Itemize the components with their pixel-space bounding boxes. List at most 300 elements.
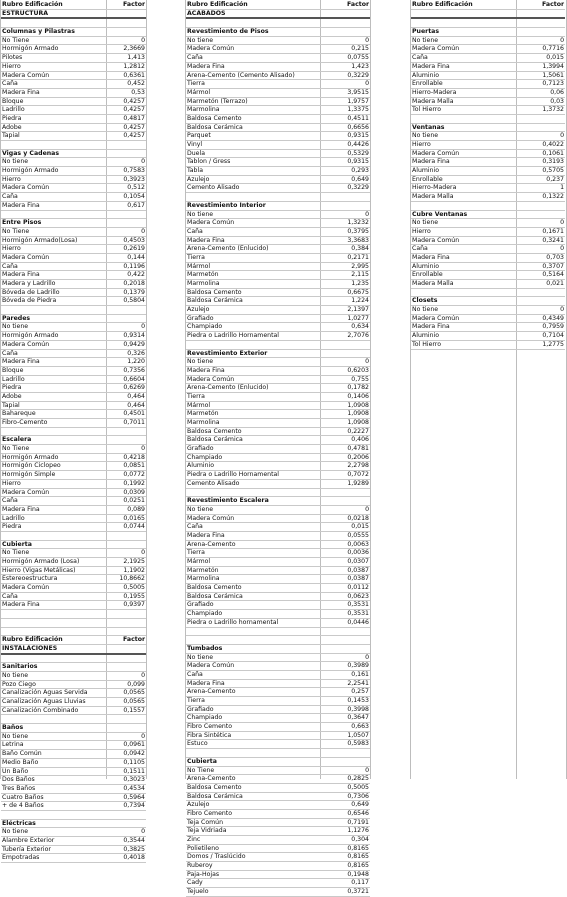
row-label: Cuatro Baños (2, 793, 44, 801)
row-label (1, 655, 97, 663)
factor-value: 0,0851 (123, 462, 145, 470)
table-row (186, 706, 370, 715)
table-row (411, 280, 565, 289)
row-label: Marmolina (187, 419, 220, 426)
row-label (1, 141, 97, 149)
table-row (186, 888, 370, 897)
factor-value: 2,1397 (347, 306, 369, 314)
factor-value (321, 202, 370, 210)
factor-value: 0,7959 (542, 323, 564, 331)
row-label: Piedra (2, 384, 22, 392)
table-row (186, 515, 370, 524)
row-label: Piedra (2, 523, 22, 531)
factor-value: 0,3241 (542, 236, 564, 244)
table-row (186, 89, 370, 98)
section-heading-row (1, 219, 146, 228)
factor-value: 0,1955 (123, 592, 145, 600)
factor-value: 0,4426 (347, 141, 369, 148)
table-row (1, 237, 146, 246)
factor-value: 0,422 (127, 271, 145, 279)
factor-value: 0,0309 (123, 488, 145, 496)
factor-value: 0,3023 (123, 776, 145, 784)
factor-value: 1,3375 (347, 106, 369, 114)
factor-value: 0,3531 (347, 601, 369, 609)
factor-value: 0,663 (351, 723, 369, 731)
factor-value: 1,9757 (347, 97, 369, 105)
row-label: No tiene (2, 732, 29, 740)
factor-value: 0,5005 (123, 584, 145, 592)
table-row (186, 315, 370, 324)
row-label: INSTALACIONES (2, 644, 58, 652)
table-row (186, 793, 370, 802)
factor-value: 0,6361 (123, 71, 145, 79)
factor-value: 0,0165 (123, 514, 145, 522)
factor-value: 0,3707 (542, 262, 564, 270)
table-row (411, 72, 565, 81)
table-row (1, 480, 146, 489)
table-row (1, 558, 146, 567)
factor-value: 0,0755 (347, 54, 369, 62)
factor-value: 0,3647 (347, 714, 369, 722)
factor-value: 0,5983 (347, 740, 369, 748)
row-label: Madera y Ladrillo (2, 280, 56, 287)
row-label: Caña (2, 592, 18, 600)
table-row (186, 289, 370, 298)
table-row (1, 593, 146, 602)
factor-value: 0,4257 (123, 132, 145, 140)
row-label: Tol Hierro (412, 340, 442, 348)
row-label: No Tiene (2, 36, 30, 44)
factor-value: 0,9315 (347, 158, 369, 166)
factor-value (321, 193, 370, 201)
row-label: Caña (412, 245, 428, 253)
factor-value: Factor (542, 1, 564, 8)
section-heading-row (411, 297, 565, 306)
row-label: Ladrillo (2, 106, 25, 114)
factor-value: 0,237 (546, 175, 564, 183)
factor-value (97, 724, 146, 732)
category-title-row (1, 645, 146, 655)
row-label (1, 306, 97, 314)
factor-value: 0,0387 (347, 575, 369, 583)
row-label: Pilotes (2, 54, 23, 62)
row-label: Hierro (Vigas Metálicas) (2, 566, 76, 574)
row-label: Madera Fina (412, 158, 450, 166)
row-label: Ladrillo (2, 514, 25, 522)
row-label: Eléctricas (2, 819, 36, 827)
row-label: Madera Fina (412, 62, 450, 70)
row-label: Hierro (2, 175, 21, 183)
spacer-row (1, 211, 146, 220)
table-row (1, 698, 146, 707)
factor-value: 0,0623 (347, 592, 369, 600)
factor-value: 0,4022 (542, 141, 564, 148)
factor-value: 0,1105 (123, 758, 145, 766)
factor-value: 0,257 (351, 688, 369, 696)
factor-value: 0,6203 (347, 366, 369, 374)
row-label (1, 610, 97, 618)
row-label: Tierra (187, 253, 205, 261)
factor-value: 0,0387 (347, 566, 369, 574)
table-row (186, 384, 370, 393)
factor-value: 1,3732 (542, 106, 564, 114)
factor-value: 0,4511 (347, 114, 369, 122)
factor-value: 0,293 (351, 167, 369, 175)
factor-value: 0,634 (351, 323, 369, 331)
row-label: Paja-Hojas (187, 870, 220, 878)
header-row (411, 1, 565, 10)
factor-value: 0,6675 (347, 288, 369, 296)
row-label: Aluminio (412, 167, 440, 175)
table-row (1, 228, 146, 237)
row-label: Hierro-Madera (412, 184, 457, 192)
table-row (186, 810, 370, 819)
row-label: Vigas y Cadenas (2, 149, 60, 157)
table-row (1, 158, 146, 167)
table-row (186, 714, 370, 723)
spacer-row (186, 341, 370, 350)
table-row (1, 289, 146, 298)
row-label: Alambre Exterior (2, 837, 55, 844)
column-estructura-instalaciones (1, 1, 146, 863)
factor-value (97, 645, 146, 653)
factor-value: 0 (365, 80, 369, 88)
factor-value: 0,215 (351, 45, 369, 53)
section-heading-row (411, 211, 565, 220)
row-label: Polietileno (187, 844, 219, 852)
row-label: Sanitarios (2, 663, 38, 671)
factor-value: 0,3229 (347, 71, 369, 79)
row-label: Baldosa Cerámica (187, 592, 243, 600)
header-row (186, 1, 370, 10)
factor-value (97, 211, 146, 219)
table-row (1, 506, 146, 515)
factor-value: 3,9515 (347, 88, 369, 96)
table-row (186, 680, 370, 689)
factor-value: 0,4257 (123, 106, 145, 114)
section-heading-row (186, 758, 370, 767)
row-label: Madera Común (2, 184, 50, 192)
factor-value: 0,0961 (123, 741, 145, 749)
table-row (1, 672, 146, 681)
row-label: Revestimiento Escalera (187, 497, 269, 505)
section-heading-row (186, 202, 370, 211)
factor-value: 2,115 (351, 271, 369, 279)
table-row (411, 237, 565, 246)
row-label: Ventanas (412, 123, 445, 131)
factor-value: 0,1453 (347, 697, 369, 704)
factor-value: 1,224 (351, 297, 369, 305)
table-row (1, 707, 146, 716)
factor-value: 0,8165 (347, 844, 369, 852)
row-label: Baños (2, 724, 24, 732)
table-row (1, 837, 146, 846)
row-label: Caña (187, 523, 203, 531)
factor-value: 0,3795 (347, 227, 369, 235)
table-row (186, 124, 370, 133)
table-row (411, 176, 565, 185)
factor-value (97, 436, 146, 444)
table-row (186, 54, 370, 63)
factor-value: 0,0565 (123, 698, 145, 705)
row-label: Cubierta (187, 757, 217, 765)
table-row (1, 794, 146, 803)
factor-value: 0,2825 (347, 775, 369, 783)
row-label: Arena-Cemento (Enlucido) (187, 384, 269, 392)
table-row (1, 367, 146, 376)
table-row (1, 384, 146, 393)
row-label: Fibro-Cemento (2, 419, 48, 426)
factor-value: 1,2812 (123, 62, 145, 70)
factor-value: 0,0251 (123, 497, 145, 505)
table-row (186, 367, 370, 376)
row-label: Estuco (187, 740, 208, 748)
factor-value: 0,2018 (123, 280, 145, 287)
factor-value: 1,3994 (542, 62, 564, 70)
table-row (186, 419, 370, 428)
row-label: Champiado (187, 610, 223, 618)
row-label (1, 532, 97, 540)
section-heading-row (1, 315, 146, 324)
table-row (186, 654, 370, 663)
row-label: No tiene (412, 36, 439, 44)
factor-value: 0,015 (546, 54, 564, 62)
factor-value: 0,3721 (347, 888, 369, 896)
row-label (411, 289, 516, 297)
row-label: Madera Común (412, 236, 460, 244)
row-label: Caña (2, 80, 18, 88)
header-row (1, 636, 146, 645)
factor-value: 0 (365, 653, 369, 661)
row-label: Bahareque (2, 410, 36, 418)
row-label: No tiene (187, 505, 214, 513)
row-label: Hormigón Armado (2, 453, 59, 461)
factor-value: 0,8165 (347, 862, 369, 870)
row-label: Madera Común (412, 314, 460, 322)
table-row (411, 45, 565, 54)
factor-value: 1,2775 (542, 340, 564, 348)
factor-value: 0,2171 (347, 253, 369, 261)
table-row (186, 836, 370, 845)
factor-value: Factor (123, 636, 145, 644)
row-label: No Tiene (2, 227, 30, 235)
table-row (411, 254, 565, 263)
factor-value: 0,4503 (123, 236, 145, 244)
factor-value: 0,464 (127, 401, 145, 409)
table-row (1, 167, 146, 176)
row-label: Hormigón Ciclopeo (2, 462, 61, 470)
row-label: Entre Pisos (2, 219, 42, 227)
spacer-row (1, 19, 146, 28)
row-label: Bóveda de Piedra (2, 297, 57, 305)
row-label (1, 715, 97, 723)
row-label: Tierra (187, 80, 205, 88)
row-label: Baño Común (2, 750, 42, 758)
row-label: No tiene (2, 323, 29, 331)
row-label: Madera Común (2, 253, 50, 261)
factor-value: 0,464 (127, 392, 145, 400)
factor-value: 0,1948 (347, 870, 369, 878)
row-label: Madera Fina (187, 62, 225, 70)
factor-value (321, 749, 370, 757)
factor-value: 2,1925 (123, 558, 145, 565)
factor-value (97, 28, 146, 36)
factor-value: 0,9315 (347, 132, 369, 140)
row-label: No tiene (412, 219, 439, 227)
row-label: Enrollable (412, 80, 443, 88)
factor-value: 0,3544 (123, 837, 145, 844)
factor-value (516, 115, 565, 123)
factor-value: 0,512 (127, 184, 145, 192)
row-label: Madera Fina (187, 531, 225, 539)
factor-value: 0 (365, 505, 369, 513)
row-label (411, 10, 516, 18)
table-row (1, 271, 146, 280)
spacer-row (411, 202, 565, 211)
row-label: Paredes (2, 314, 31, 322)
row-label: Adobe (2, 392, 22, 400)
header-row (1, 1, 146, 10)
row-label: Madera Fina (187, 679, 225, 687)
row-label: Marmetón (187, 410, 219, 418)
table-row (411, 184, 565, 193)
table-row (186, 184, 370, 193)
factor-value: 0,4018 (123, 854, 145, 862)
factor-value: 0,7716 (542, 45, 564, 53)
factor-value: 0,3989 (347, 662, 369, 670)
factor-value (321, 489, 370, 497)
table-row (186, 845, 370, 854)
row-label: Caña (2, 497, 18, 505)
row-label: Piedra o Ladrillo Hornamental (187, 471, 280, 479)
factor-value: 0 (560, 132, 564, 140)
factor-value (321, 19, 370, 27)
table-row (1, 768, 146, 777)
factor-value: 0,161 (351, 670, 369, 678)
table-row (186, 306, 370, 315)
factor-value: 1,413 (127, 54, 145, 62)
row-label: Grafiado (187, 445, 214, 453)
row-label: Madera Común (187, 45, 235, 53)
table-row (411, 63, 565, 72)
table-row (411, 132, 565, 141)
section-heading-row (1, 150, 146, 159)
row-label (1, 211, 97, 219)
spacer-row (1, 532, 146, 541)
row-label: Tol Hierro (412, 106, 442, 114)
row-label (411, 19, 516, 27)
factor-value: 2,995 (351, 262, 369, 270)
table-row (1, 263, 146, 272)
factor-value: 0,7011 (123, 419, 145, 426)
row-label: Hierro (412, 227, 431, 235)
row-label: Hierro (2, 479, 21, 487)
table-row (1, 523, 146, 532)
category-title-row (186, 10, 370, 20)
row-label: Madera Fina (2, 358, 40, 366)
table-row (186, 541, 370, 550)
row-label: Marmolina (187, 106, 220, 114)
table-row (186, 245, 370, 254)
factor-value: 0,0772 (123, 471, 145, 479)
factor-value: 0,1196 (123, 262, 145, 270)
row-label: Marmetón (187, 271, 219, 279)
table-row (186, 462, 370, 471)
row-label (186, 19, 321, 27)
row-label: Madera Común (187, 662, 235, 670)
row-label: Cubierta (2, 540, 32, 548)
row-label: Tabla (187, 167, 203, 175)
table-row (186, 584, 370, 593)
row-label (1, 811, 97, 819)
factor-value: 2,7076 (347, 332, 369, 340)
row-label: Tierra (187, 549, 205, 557)
factor-value: 0,3998 (347, 705, 369, 713)
table-row (186, 558, 370, 567)
row-label (1, 428, 97, 436)
table-row (186, 45, 370, 54)
factor-value (97, 532, 146, 540)
table-row (1, 376, 146, 385)
factor-value: 10,8662 (119, 575, 145, 583)
row-label: Madera Fina (412, 323, 450, 331)
row-label: Baldosa Cerámica (187, 123, 243, 131)
table-row (1, 245, 146, 254)
row-label: Hierro (412, 141, 431, 148)
row-label: Arena-Cemento (187, 540, 236, 548)
row-label: Caña (187, 54, 203, 62)
factor-value: 0,7306 (347, 792, 369, 800)
row-label: Mármol (187, 262, 211, 270)
factor-value: 0,03 (550, 97, 564, 105)
table-row (1, 45, 146, 54)
category-title-row (411, 10, 565, 20)
row-label: Piedra o Ladrillo hornamental (187, 618, 279, 626)
factor-value: 1,423 (351, 62, 369, 70)
factor-value (97, 619, 146, 627)
row-label: No tiene (187, 653, 214, 661)
row-label: Madera Común (412, 45, 460, 53)
row-label: Tapial (2, 132, 20, 140)
row-label: Champiado (187, 714, 223, 722)
table-row (186, 332, 370, 341)
spacer-row (186, 628, 370, 637)
factor-value (97, 428, 146, 436)
row-label: Piedra (2, 114, 22, 122)
factor-value: 0,4349 (542, 314, 564, 322)
table-row (1, 828, 146, 837)
row-label: Tumbados (187, 644, 223, 652)
table-row (411, 193, 565, 202)
table-row (1, 846, 146, 855)
row-label: Revestimiento de Pisos (187, 28, 269, 36)
factor-value: 0 (365, 36, 369, 44)
row-label: Enrollable (412, 271, 443, 279)
row-label: Rubro Edificación (2, 636, 63, 644)
factor-value: 0,7583 (123, 167, 145, 175)
section-heading-row (186, 645, 370, 654)
factor-value: 0,3825 (123, 845, 145, 853)
factor-value: Factor (347, 1, 369, 8)
row-label: Hierro (2, 245, 21, 253)
row-label: ESTRUCTURA (2, 9, 49, 17)
table-row (186, 37, 370, 46)
factor-value (321, 636, 370, 644)
table-row (186, 575, 370, 584)
row-label: Mármol (187, 88, 211, 96)
table-row (186, 662, 370, 671)
factor-value: 0,6269 (123, 384, 145, 392)
